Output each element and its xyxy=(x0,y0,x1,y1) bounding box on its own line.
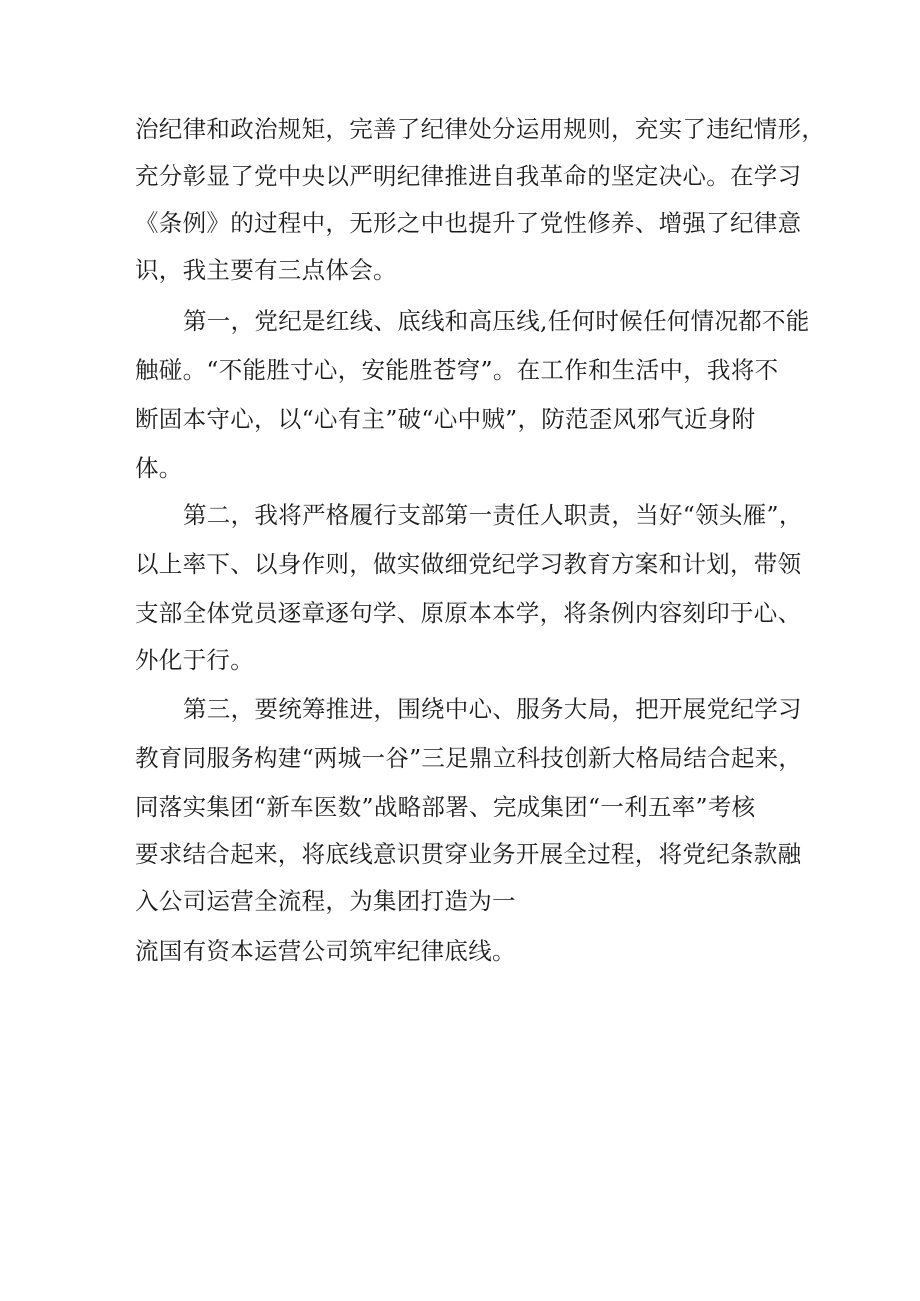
text-line: 教育同服务构建“两城一谷”三足鼎立科技创新大格局结合起来， xyxy=(135,744,803,772)
text-line: 充分彰显了党中央以严明纪律推进自我革命的坚定决心。在学习 xyxy=(135,162,802,190)
text-line: 体。 xyxy=(135,454,183,482)
paragraph-1-first-line: 第一，党纪是红线、底线和高压线,任何时候任何情况都不能 xyxy=(183,307,810,335)
text-line: 入公司运营全流程，为集团打造为一 xyxy=(135,887,516,915)
text-line: 断固本守心，以“心有主”破“心中贼”，防范歪风邪气近身附 xyxy=(135,405,756,433)
text-line: 支部全体党员逐章逐句学、原原本本学，将条例内容刻印于心、 xyxy=(135,599,802,627)
text-line: 外化于行。 xyxy=(135,646,254,674)
text-line: 流国有资本运营公司筑牢纪律底线。 xyxy=(135,937,516,965)
text-line: 以上率下、以身作则，做实做细党纪学习教育方案和计划，带领 xyxy=(135,550,802,578)
text-line: 触碰。“不能胜寸心，安能胜苍穹”。在工作和生活中，我将不 xyxy=(135,356,779,384)
text-line: 要求结合起来，将底线意识贯穿业务开展全过程，将党纪条款融 xyxy=(135,840,802,868)
paragraph-2-first-line: 第二，我将严格履行支部第一责任人职责，当好“领头雁”， xyxy=(183,501,803,529)
text-line: 识，我主要有三点体会。 xyxy=(135,256,397,284)
paragraph-3-first-line: 第三，要统筹推进，围绕中心、服务大局，把开展党纪学习 xyxy=(183,695,802,723)
text-line: 同落实集团“新车医数”战略部署、完成集团“一利五率”考核 xyxy=(135,793,756,821)
text-line: 治纪律和政治规矩，完善了纪律处分运用规则，充实了违纪情形， xyxy=(135,115,826,143)
text-line: 《条例》的过程中，无形之中也提升了党性修养、增强了纪律意 xyxy=(135,209,802,237)
